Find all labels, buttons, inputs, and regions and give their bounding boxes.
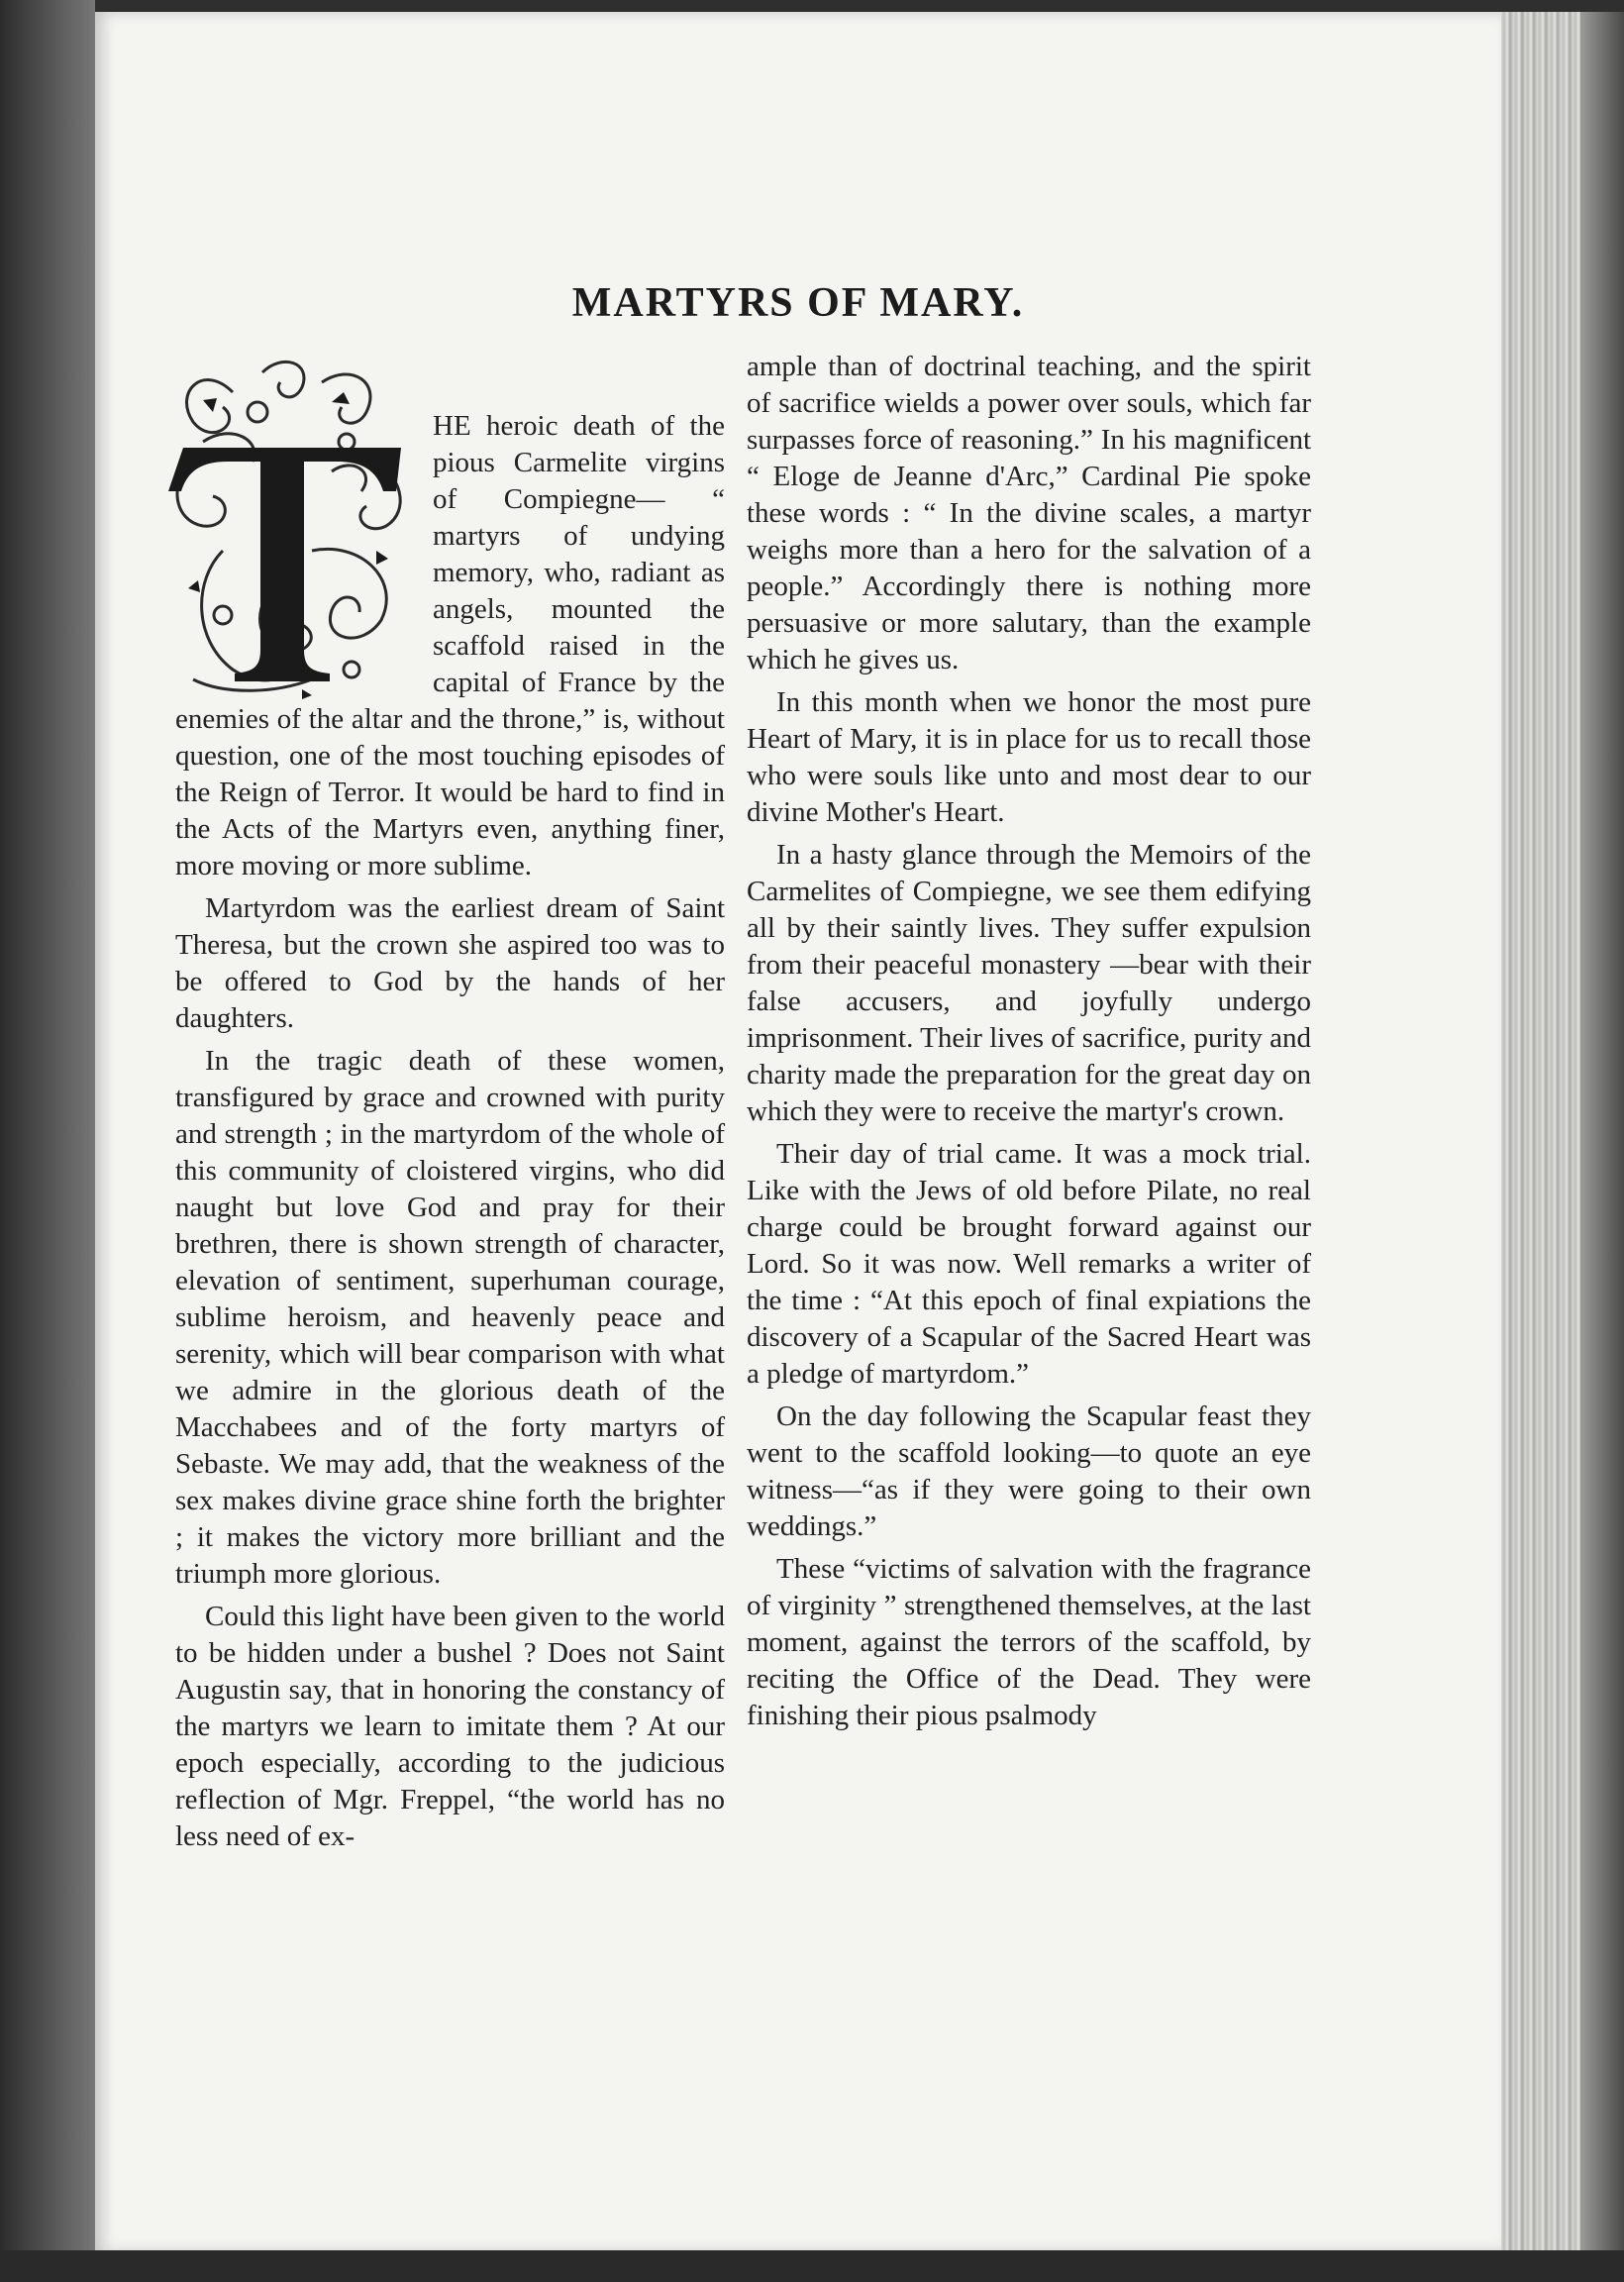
scan-border-left	[0, 0, 95, 2282]
paragraph: In the tragic death of these women, transfigured by grace and crowned with purity and strength ; in the martyrdom of the whole of this community of cloistered virgins, who did naught but love God and pray for their brethren, there is shown strength of character, elevation of sentiment, superhuman courage, sublime heroism, and heavenly peace and serenity, which will bear comparison with what we admire in the glorious death of the Macchabees and of the forty martyrs of Sebaste. We may add, that the weakness of the sex makes divine grace shine forth the brighter ; it makes the victory more brilliant and the triumph more glorious.	[175, 1045, 725, 1590]
paragraph: In this month when we honor the most pure Heart of Mary, it is in place for us to recall those who were souls like unto and most dear to our divine Mother's Heart.	[747, 686, 1311, 828]
paragraph: In a hasty glance through the Memoirs of the Carmelites of Compiegne, we see them edifying all by their saintly lives. They suffer expulsion from their peaceful monastery —bear with their false accusers, and joyfully undergo imprisonment. Their lives of sacrifice, purity and charity made the preparation for the great day on which they were to receive the martyr's crown.	[747, 839, 1311, 1127]
paragraph: Could this light have been given to the world to be hidden under a bushel ? Does not Saint Augustin say, that in honoring the constancy of the martyrs we learn to imitate them ? At our epoch especially, according to the judicious reflection of Mgr. Freppel, “the world has no less need of ex-	[175, 1601, 725, 1852]
left-column	[175, 408, 725, 1861]
book-page-edges	[1501, 12, 1624, 2252]
ornate-floral-initial-icon	[163, 353, 419, 699]
article-title: MARTYRS OF MARY.	[571, 280, 1025, 326]
scan-border-bottom	[0, 2250, 1624, 2282]
paragraph: On the day following the Scapular feast they went to the scaffold looking—to quote an eye witness—“as if they were going to their own weddings.”	[747, 1400, 1311, 1542]
paragraph: HE heroic death of the pious Carmelite virgins of Compiegne— “ martyrs of undying memory, who, radiant as angels, mounted the scaffold raised in the capital of France by the enemies of the altar and the throne,” is, without question, one of the most touching episodes of the Reign of Terror. It would be hard to find in the Acts of the Martyrs even, anything finer, more moving or more sublime.	[175, 410, 725, 882]
paragraph: Their day of trial came. It was a mock trial. Like with the Jews of old before Pilate, no real charge could be brought forward against our Lord. So it was now. Well remarks a writer of the time : “At this epoch of final expiations the discovery of a Scapular of the Sacred Heart was a pledge of martyrdom.”	[747, 1138, 1311, 1390]
paragraph: Martyrdom was the earliest dream of Saint Theresa, but the crown she aspired too was to be offered to God by the hands of her daughters.	[175, 892, 725, 1034]
paragraph: These “victims of salvation with the fragrance of virginity ” strengthened themselves, at the last moment, against the terrors of the scaffold, by reciting the Office of the Dead. They were finishing their pious psalmody	[747, 1553, 1311, 1731]
right-column	[747, 349, 1311, 1740]
paragraph: ample than of doctrinal teaching, and the spirit of sacrifice wields a power over souls, which far surpasses force of reasoning.” In his magnificent “ Eloge de Jeanne d'Arc,” Cardinal Pie spoke these words : “ In the divine scales, a martyr weighs more than a hero for the salvation of a people.” Accordingly there is nothing more persuasive or more salutary, than the example which he gives us.	[747, 351, 1311, 675]
